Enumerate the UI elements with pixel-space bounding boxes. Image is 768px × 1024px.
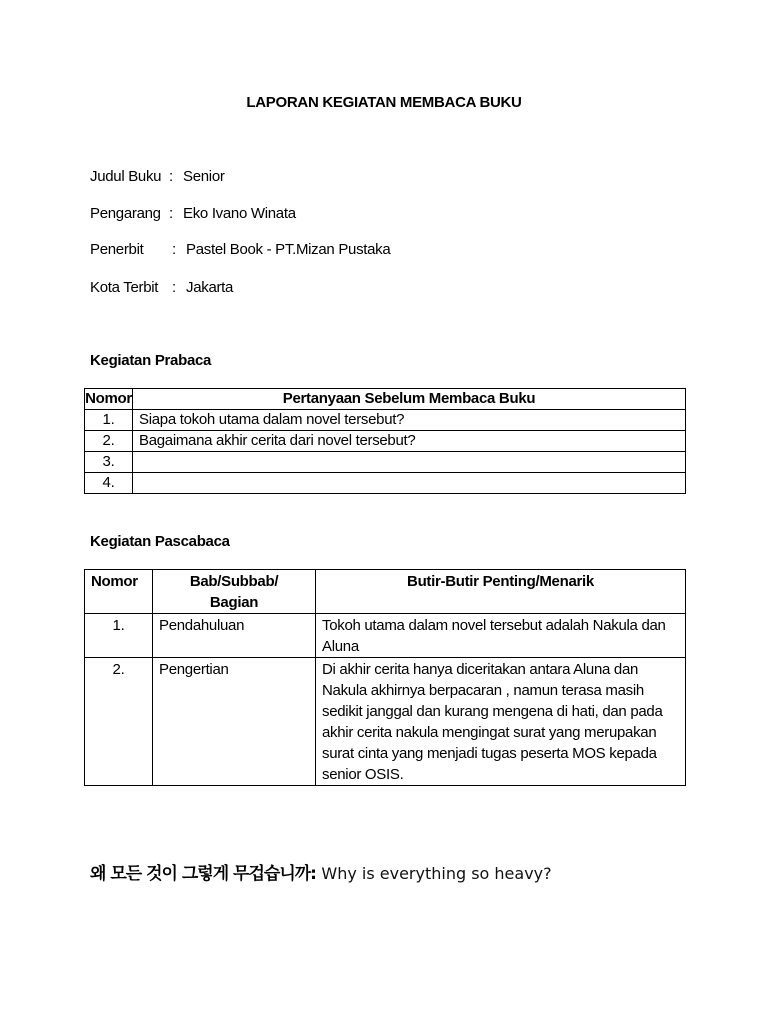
info-separator: :	[172, 241, 176, 258]
cell-nomor: 1.	[85, 410, 133, 431]
pascabaca-heading: Kegiatan Pascabaca	[90, 533, 230, 550]
info-separator: :	[169, 205, 173, 222]
info-label: Pengarang	[90, 205, 161, 222]
column-header-butir: Butir-Butir Penting/Menarik	[316, 570, 686, 614]
cell-bab: Pengertian	[153, 658, 316, 786]
info-label: Penerbit	[90, 241, 144, 258]
column-header-nomor: Nomor	[85, 389, 133, 410]
cell-pertanyaan: Siapa tokoh utama dalam novel tersebut?	[133, 410, 686, 431]
footer-korean-text: 왜 모든 것이 그렇게 무겁습니까:	[90, 864, 316, 884]
cell-pertanyaan	[133, 473, 686, 494]
cell-pertanyaan	[133, 452, 686, 473]
cell-butir: Di akhir cerita hanya diceritakan antara Aluna dan Nakula akhirnya berpacaran , namun terasa masih sedikit janggal dan kurang mengena di hati, dan pada akhir cerita nakula mengingat surat yang merupakan surat cinta yang menjadi tugas peserta MOS kepada senior OSIS.	[316, 658, 686, 786]
table-row	[85, 452, 686, 473]
table-header-row	[85, 389, 686, 410]
info-label: Kota Terbit	[90, 279, 159, 296]
info-separator: :	[169, 168, 173, 185]
info-row-kota-terbit	[90, 279, 233, 296]
info-row-pengarang	[90, 205, 296, 222]
cell-nomor: 2.	[85, 658, 153, 786]
info-value: Jakarta	[186, 279, 234, 296]
info-value: Eko Ivano Winata	[183, 205, 296, 222]
info-label: Judul Buku	[90, 168, 162, 185]
column-header-bab-line2: Bagian	[209, 594, 259, 611]
table-row	[85, 473, 686, 494]
cell-nomor: 3.	[85, 452, 133, 473]
table-row	[85, 658, 686, 786]
column-header-bab	[153, 570, 316, 614]
cell-nomor: 4.	[85, 473, 133, 494]
column-header-pertanyaan: Pertanyaan Sebelum Membaca Buku	[133, 389, 686, 410]
info-row-judul	[90, 168, 225, 185]
column-header-nomor: Nomor	[85, 570, 153, 614]
footer-caption	[90, 859, 552, 884]
cell-nomor: 2.	[85, 431, 133, 452]
pascabaca-table	[84, 569, 686, 786]
info-value: Pastel Book - PT.Mizan Pustaka	[186, 241, 391, 258]
table-row	[85, 614, 686, 658]
cell-nomor: 1.	[85, 614, 153, 658]
footer-english-text: Why is everything so heavy?	[321, 864, 552, 883]
prabaca-table	[84, 388, 686, 494]
prabaca-heading: Kegiatan Prabaca	[90, 352, 212, 369]
cell-butir: Tokoh utama dalam novel tersebut adalah Nakula dan Aluna	[316, 614, 686, 658]
info-value: Senior	[183, 168, 225, 185]
cell-bab: Pendahuluan	[153, 614, 316, 658]
info-separator: :	[172, 279, 176, 296]
table-row	[85, 431, 686, 452]
table-row	[85, 410, 686, 431]
column-header-bab-line1: Bab/Subbab/	[189, 573, 279, 590]
table-header-row	[85, 570, 686, 614]
cell-pertanyaan: Bagaimana akhir cerita dari novel tersebut?	[133, 431, 686, 452]
document-title: LAPORAN KEGIATAN MEMBACA BUKU	[246, 94, 522, 111]
info-row-penerbit	[90, 241, 390, 258]
